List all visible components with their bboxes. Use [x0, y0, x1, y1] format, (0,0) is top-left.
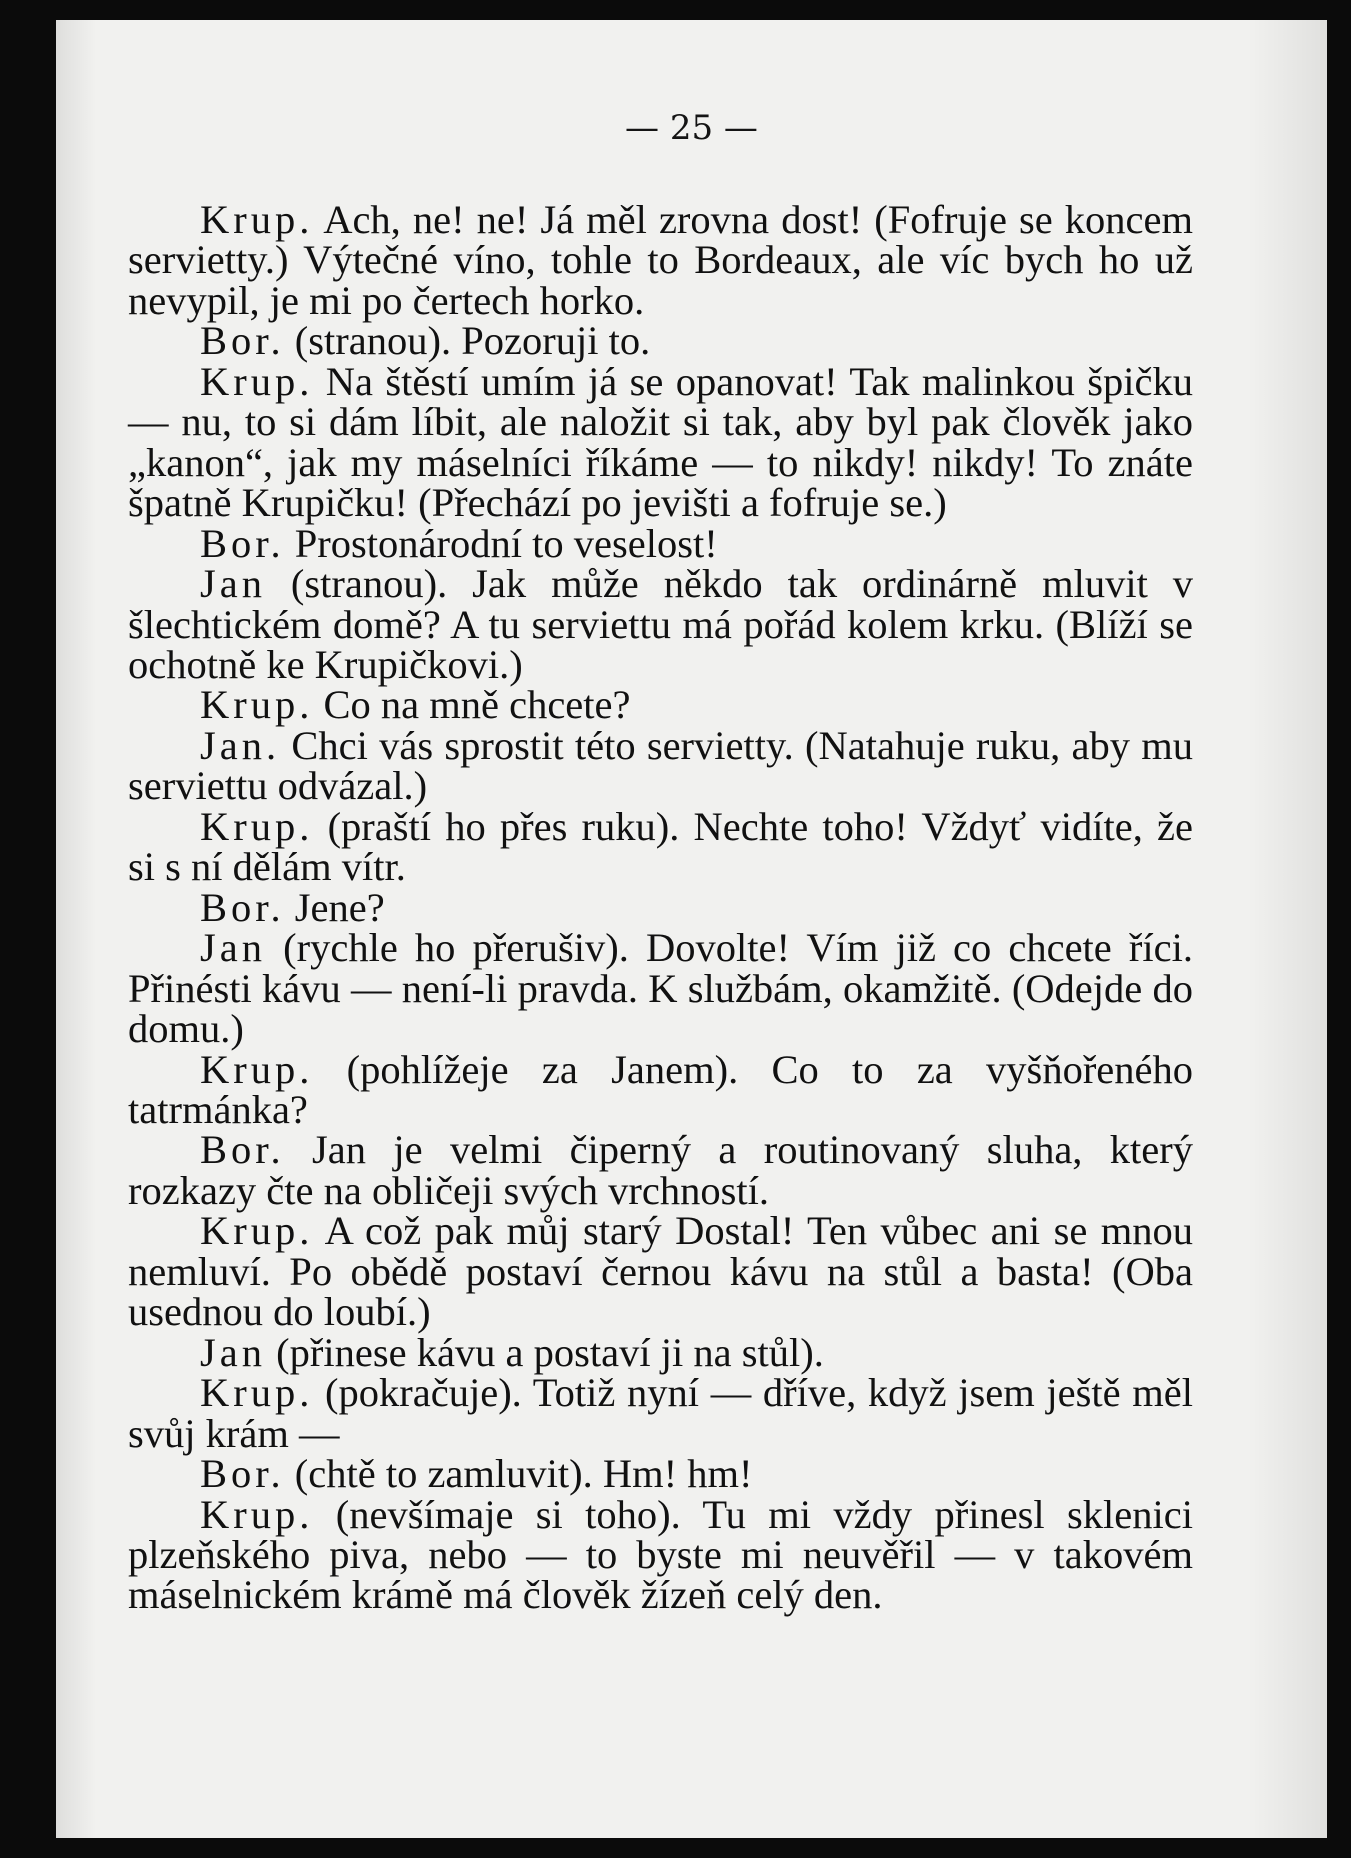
paragraph — [128, 1127, 1193, 1213]
paragraph — [128, 1370, 1194, 1456]
paragraph — [128, 561, 1194, 687]
speaker-name: Jan — [200, 561, 266, 607]
speaker-name: Krup. — [200, 197, 314, 242]
speaker-name: Bor. — [200, 1451, 285, 1497]
paragraph-text: Jene? — [294, 884, 385, 930]
text-block — [128, 197, 1194, 1618]
paragraph — [128, 1208, 1193, 1335]
speaker-name: Bor. — [200, 520, 285, 566]
paragraph — [128, 1491, 1194, 1618]
speaker-name: Krup. — [200, 1370, 314, 1416]
paragraph — [128, 358, 1193, 526]
paragraph — [128, 318, 1193, 364]
paragraph-text: Co na mně chcete? — [323, 682, 631, 728]
paragraph-text: (rychle ho přerušiv). Dovolte! Vím již co chcete říci. Přinésti kávu — není-li pravda. K službám, okamžitě. (Odejde do domu.) — [128, 925, 1193, 1052]
paragraph — [128, 682, 1193, 728]
paragraph-text: (stranou). Jak může někdo tak ordinárně mluvit v šlechtickém domě? A tu serviettu má pořád kolem krku. (Blíží se ochotně ke Krupičkovi.) — [128, 561, 1194, 687]
paragraph-text: (přinese kávu a postaví ji na stůl). — [276, 1329, 824, 1375]
paragraph-text: (nevšímaje si toho). Tu mi vždy přinesl sklenici plzeňského piva, nebo — to byste mi neuvěřil — v takovém máselnickém krámě má člověk žízeň celý den. — [128, 1491, 1194, 1618]
paragraph-text: A což pak můj starý Dostal! Ten vůbec ani se mnou nemluví. Po obědě postaví černou kávu na stůl a basta! (Oba usednou do loubí.) — [128, 1208, 1193, 1335]
book-page — [56, 20, 1327, 1838]
paragraph-text: (chtě to zamluvit). Hm! hm! — [294, 1451, 753, 1497]
speaker-name: Krup. — [200, 682, 314, 728]
paragraph-text: Jan je velmi čiperný a routinovaný sluha, který rozkazy čte na obličeji svých vrchností. — [128, 1127, 1193, 1213]
paragraph-text: Na štěstí umím já se opanovat! Tak malinkou špičku — nu, to si dám líbit, ale naložit si tak, aby byl pak člověk jako „kanon“, jak my máselníci říkáme — to nikdy! nikdy! To znáte špatně Krupičku! (Přechází po jevišti a fofruje se.) — [128, 358, 1193, 526]
paragraph — [128, 722, 1194, 809]
paragraph-text: (pokračuje). Totiž nyní — dříve, když jsem ještě měl svůj krám — — [128, 1370, 1194, 1456]
paragraph-text: (stranou). Pozoruji to. — [294, 318, 651, 364]
speaker-name: Bor. — [200, 1127, 285, 1173]
paragraph-text: Ach, ne! ne! Já měl zrovna dost! (Fofruje se koncem servietty.) Výtečné víno, tohle to Bordeaux, ale víc bych ho už nevypil, je mi po čertech horko. — [128, 197, 1193, 323]
speaker-name: Bor. — [200, 318, 285, 364]
speaker-name: Bor. — [200, 884, 285, 930]
speaker-name: Krup. — [200, 1208, 314, 1254]
paragraph — [128, 1046, 1194, 1132]
speaker-name: Jan — [200, 1329, 266, 1375]
paragraph — [128, 1451, 1193, 1497]
paragraph-text: Chci vás sprostit této servietty. (Natahuje ruku, aby mu serviettu odvázal.) — [128, 722, 1194, 809]
speaker-name: Krup. — [200, 358, 314, 404]
speaker-name: Krup. — [200, 1491, 314, 1537]
paragraph — [128, 1329, 1193, 1375]
paragraph-text: (pohlížeje za Janem). Co to za vyšňořeného tatrmánka? — [128, 1046, 1194, 1132]
paragraph — [128, 197, 1193, 323]
paragraph — [128, 520, 1193, 566]
page-number: — 25 — — [625, 108, 758, 148]
paragraph-text: Prostonárodní to veselost! — [294, 520, 718, 566]
paragraph — [128, 803, 1194, 890]
speaker-name: Krup. — [200, 1046, 314, 1092]
speaker-name: Jan — [200, 925, 266, 971]
speaker-name: Krup. — [200, 803, 314, 849]
paragraph — [128, 925, 1193, 1052]
speaker-name: Jan. — [200, 722, 281, 768]
paragraph-text: (praští ho přes ruku). Nechte toho! Vždyť vidíte, že si s ní dělám vítr. — [128, 803, 1194, 890]
paragraph — [128, 884, 1193, 930]
